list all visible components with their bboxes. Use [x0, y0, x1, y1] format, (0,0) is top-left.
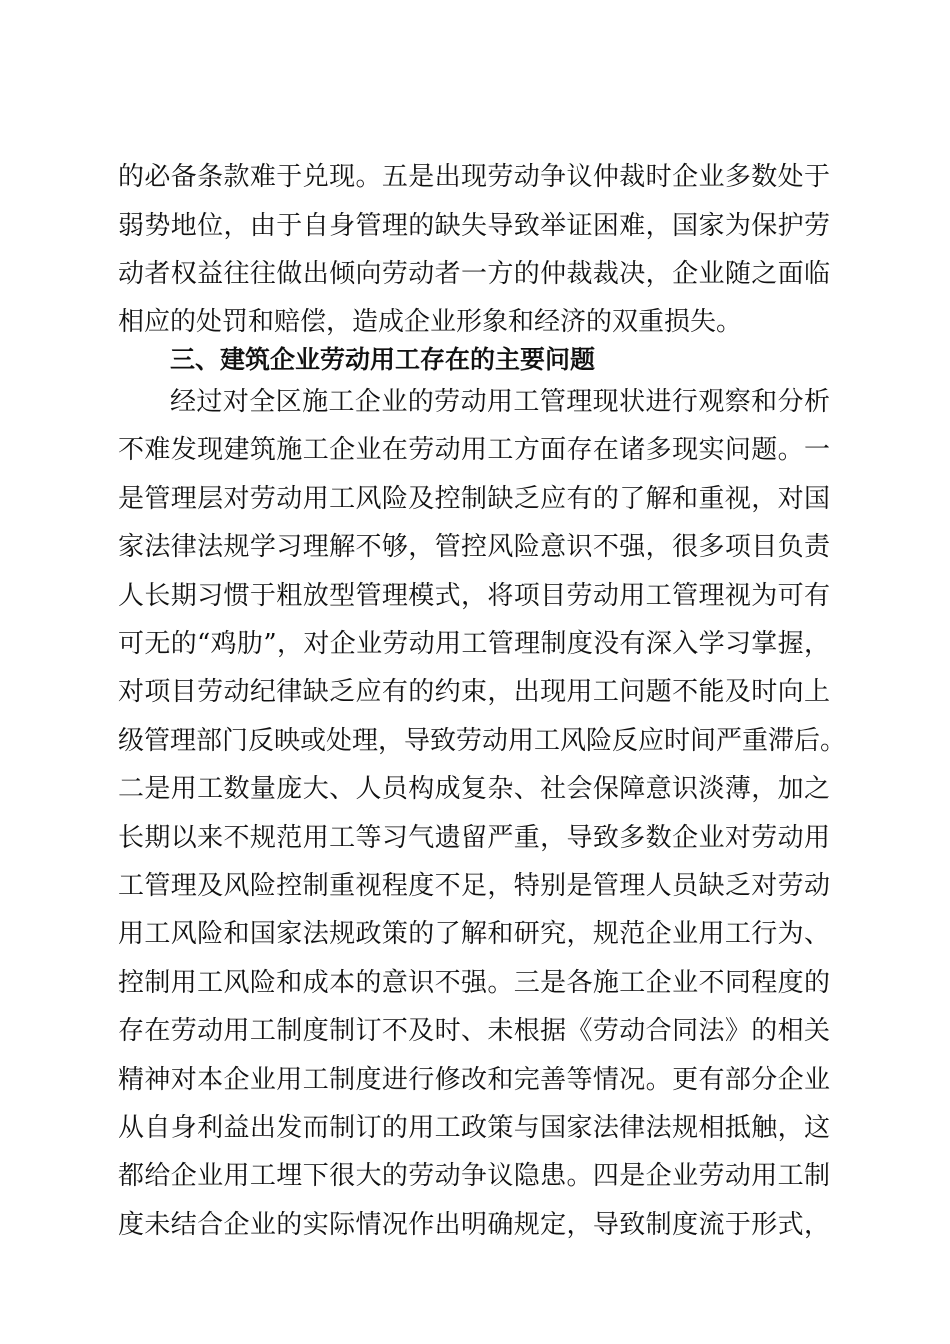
section-heading: 三、建筑企业劳动用工存在的主要问题	[170, 345, 596, 374]
text-line: 对项目劳动纪律缺乏应有的约束，出现用工问题不能及时向上	[118, 677, 830, 707]
text-line: 经过对全区施工企业的劳动用工管理现状进行观察和分析	[170, 387, 830, 417]
text-line: 可无的“鸡肋”，对企业劳动用工管理制度没有深入学习掌握，	[118, 629, 830, 659]
text-line: 二是用工数量庞大、人员构成复杂、社会保障意识淡薄，加之	[118, 774, 830, 804]
text-line: 相应的处罚和赔偿，造成企业形象和经济的双重损失。	[118, 307, 743, 337]
text-line: 是管理层对劳动用工风险及控制缺乏应有的了解和重视，对国	[118, 484, 830, 514]
text-line: 控制用工风险和成本的意识不强。三是各施工企业不同程度的	[118, 968, 830, 998]
text-line: 人长期习惯于粗放型管理模式，将项目劳动用工管理视为可有	[118, 581, 830, 611]
text-line: 精神对本企业用工制度进行修改和完善等情况。更有部分企业	[118, 1065, 830, 1095]
text-line: 不难发现建筑施工企业在劳动用工方面存在诸多现实问题。一	[118, 435, 830, 465]
text-line: 工管理及风险控制重视程度不足，特别是管理人员缺乏对劳动	[118, 871, 830, 901]
text-line: 的必备条款难于兑现。五是出现劳动争议仲裁时企业多数处于	[118, 162, 830, 192]
text-line: 都给企业用工埋下很大的劳动争议隐患。四是企业劳动用工制	[118, 1161, 830, 1191]
text-line: 弱势地位，由于自身管理的缺失导致举证困难，国家为保护劳	[118, 211, 830, 241]
text-line: 级管理部门反映或处理，导致劳动用工风险反应时间严重滞后。	[118, 726, 847, 756]
text-line: 用工风险和国家法规政策的了解和研究，规范企业用工行为、	[118, 919, 830, 949]
text-line: 存在劳动用工制度制订不及时、未根据《劳动合同法》的相关	[118, 1016, 830, 1046]
text-line: 动者权益往往做出倾向劳动者一方的仲裁裁决，企业随之面临	[118, 259, 830, 289]
text-line: 家法律法规学习理解不够，管控风险意识不强，很多项目负责	[118, 532, 830, 562]
text-line: 长期以来不规范用工等习气遗留严重，导致多数企业对劳动用	[118, 823, 830, 853]
text-line: 度未结合企业的实际情况作出明确规定，导致制度流于形式，	[118, 1210, 830, 1240]
text-line: 从自身利益出发而制订的用工政策与国家法律法规相抵触，这	[118, 1113, 830, 1143]
